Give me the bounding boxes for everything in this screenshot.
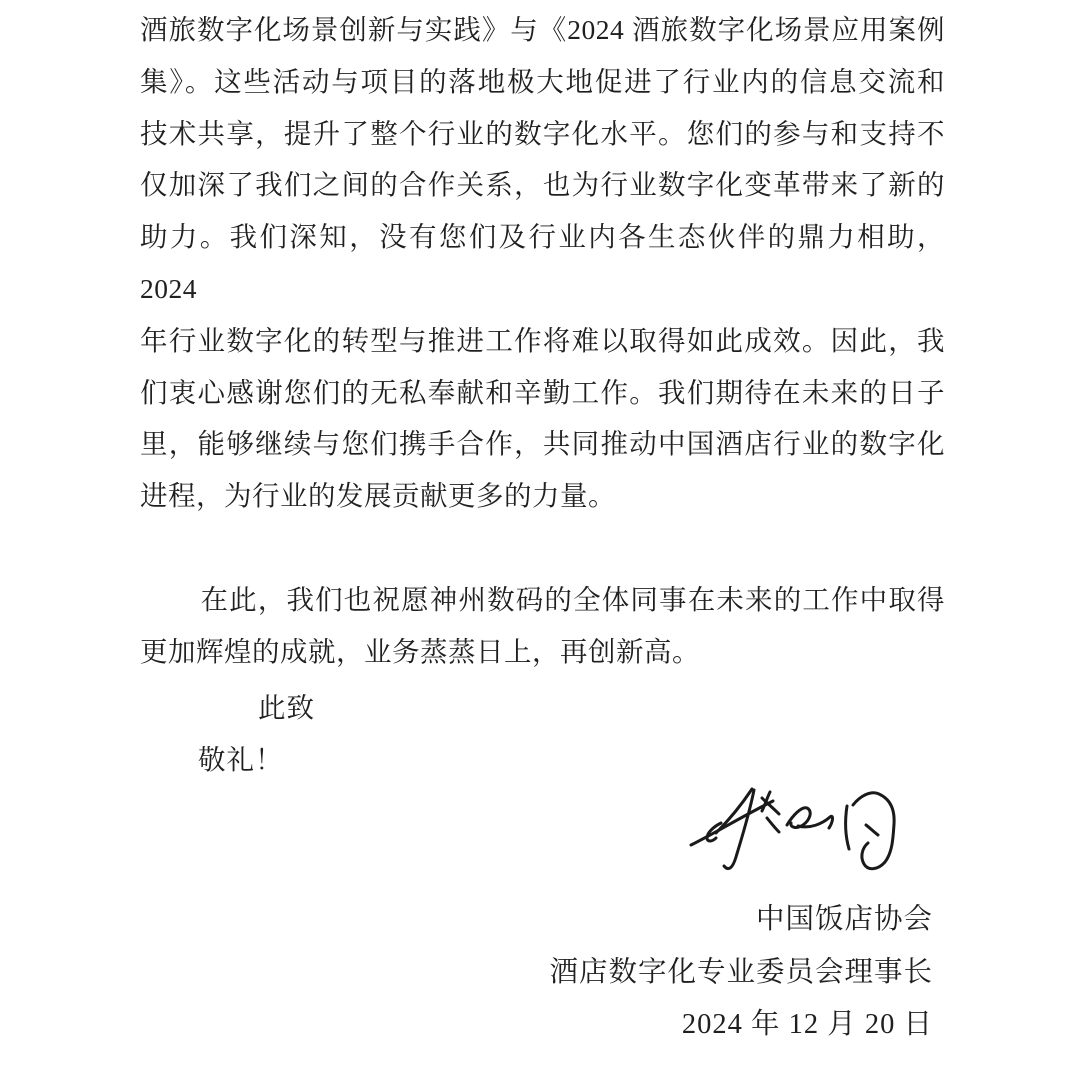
signature-stroke xyxy=(716,789,752,833)
text-line: 在此，我们也祝愿神州数码的全体同事在未来的工作中取得 xyxy=(200,583,945,615)
signature-block xyxy=(549,894,933,1052)
text-line: 仅加深了我们之间的合作关系，也为行业数字化变革带来了新的 xyxy=(140,169,945,201)
signature-stroke xyxy=(691,801,773,845)
text-line: 助力。我们深知，没有您们及行业内各生态伙伴的鼎力相助，2024 xyxy=(140,221,945,304)
text-line: 更加辉煌的成就，业务蒸蒸日上，再创新高。 xyxy=(140,635,700,667)
closing-cizhi: 此致 xyxy=(258,692,315,723)
closing-jingli: 敬礼！ xyxy=(198,744,284,775)
signoff-title: 酒店数字化专业委员会理事长 xyxy=(549,956,933,988)
paragraph-wishes xyxy=(140,574,945,678)
text-line: 进程，为行业的发展贡献更多的力量。 xyxy=(140,480,616,512)
handwritten-signature xyxy=(683,777,898,895)
text-line: 年行业数字化的转型与推进工作将难以取得如此成效。因此，我 xyxy=(140,324,945,356)
text-line: 里，能够继续与您们携手合作，共同推动中国酒店行业的数字化 xyxy=(140,428,945,460)
letter-body xyxy=(140,4,945,677)
paragraph-continuation xyxy=(140,4,945,522)
signature-stroke xyxy=(866,825,878,835)
signature-stroke xyxy=(787,808,810,828)
text-line: 技术共享，提升了整个行业的数字化水平。您们的参与和支持不 xyxy=(140,117,945,149)
signoff-date: 2024 年 12 月 20 日 xyxy=(681,1009,933,1040)
signoff-organization: 中国饭店协会 xyxy=(755,904,933,935)
signature-stroke xyxy=(798,816,833,828)
signature-stroke xyxy=(846,806,849,849)
text-line: 们衷心感谢您们的无私奉献和辛勤工作。我们期待在未来的日子 xyxy=(140,376,945,408)
text-line: 集》。这些活动与项目的落地极大地促进了行业内的信息交流和 xyxy=(140,65,945,97)
signature-stroke xyxy=(767,818,779,832)
signature-stroke xyxy=(724,790,754,869)
text-line: 酒旅数字化场景创新与实践》与《2024 酒旅数字化场景应用案例 xyxy=(140,14,945,45)
